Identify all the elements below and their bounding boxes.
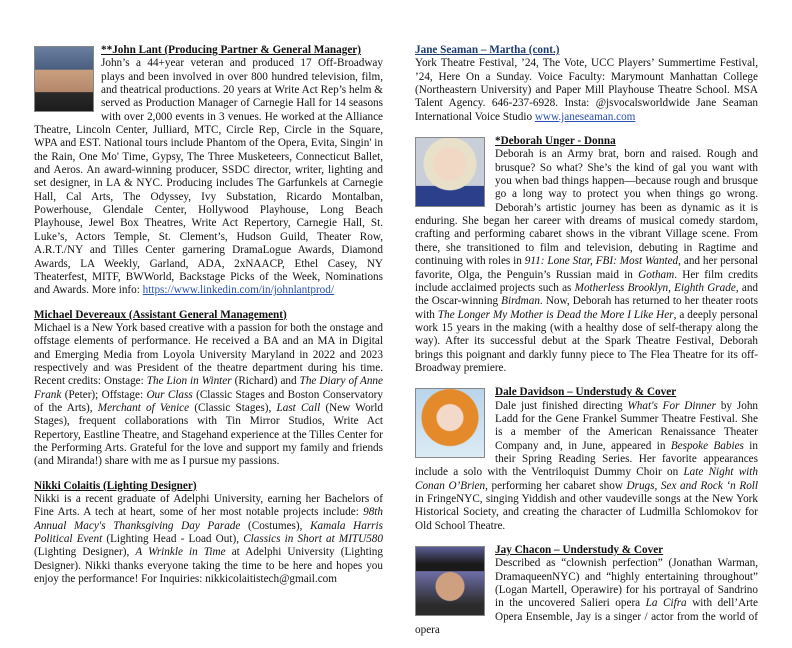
bio-jay-chacon — [415, 544, 758, 637]
bio-text: (Classic Stages and Boston Conservatory of the Arts), — [34, 388, 383, 414]
headshot-jay-chacon — [415, 546, 485, 616]
bio-name: Jane Seaman – Martha (cont.) — [415, 44, 560, 56]
bio-text: (Peter); Offstage: — [61, 388, 147, 401]
bio-text: , and her personal favorite, Olga, the Penguin’s Russian maid in — [415, 255, 758, 281]
credit-title: 911: Lone Star, FBI: Most Wanted — [524, 255, 679, 268]
headshot-deborah-unger — [415, 137, 485, 207]
left-column — [34, 44, 383, 597]
bio-text: in FringeNYC, singing Yiddish and other vaudeville songs at the New York Historical Society, and creating the character of Ludmilla Schlomokov for Old School Theatre. — [415, 493, 758, 532]
credit-title: Our Class — [146, 388, 193, 401]
credit-title: What's For Dinner — [627, 399, 716, 412]
credit-title: The Diary of Anne Frank — [34, 375, 383, 401]
bio-text: Dale just finished directing — [495, 399, 628, 412]
bio-text: Described as “clownish perfection” (Jonathan Warman, DramaqueenNYC) and “highly entertaining throughout” (Logan Martell, Operawire) for his portrayal of Sandrino in the uncovered Salieri opera — [495, 557, 758, 610]
bio-text: Deborah is an Army brat, born and raised. Rough and brusque? So what? She’s the kind of gal you want with you when bad things happen—because rough and brusque go a long way to protect you when things go wrong. Deborah’s artistic journey has been as dynamic as it is enduring. She began her career with dreams of musical comedy stardom, crafting and performing cabaret shows in the vibrant Village scene. From there, she transitioned to film and television, debuting in Ragtime and continuing with roles in — [415, 148, 758, 268]
bio-text: Nikki is a recent graduate of Adelphi University, earning her Bachelors of Fine Arts. A tech at heart, some of her most notable projects include: — [34, 493, 383, 519]
bio-name: **John Lant (Producing Partner & General Manager) — [101, 44, 361, 56]
bio-text: by John Ladd for the Gene Frankel Summer Theatre Festival. She is a member of the American Renaissance Theater Company and, in June, appeared in — [495, 399, 759, 452]
bio-text: (Classic Stages), — [189, 401, 277, 414]
bio-text: (Richard) and — [231, 375, 300, 388]
bio-name: Michael Devereaux (Assistant General Management) — [34, 308, 287, 321]
headshot-john-lant — [34, 46, 94, 112]
bio-text: John’s a 44+year veteran and produced 17 Off-Broadway plays and been involved in over 800 hundred television, film, and theatrical productions. 20 years at Write Act Rep’s helm & served as Production Manager of Carnegie Hall for 14 seasons with over 2,000 events in 3 venues. He worked at the Alliance Theatre, Lincoln Center, Julliard, MTC, Circle Rep, Circle in the Square, WPA and EST. National tours include Phantom of the Opera, Evita, Singin' in the Rain, One Mo' Time, Gypsy, The Three Musketeers, Connecticut Ballet, and Aeros. An award-winning producer, SSDC director, writer, lighting and set designer, in LA & NYC. Producing includes The Garfunkels at Carnegie Hall, Cal Arts, The Odyssey, Ivy Substation, Ricardo Montalban, Powerhouse, Glendale Center, Hollywood Playhouse, Long Beach Playhouse, Jewel Box Theatres, Write Act Repertory, Carnegie Hall, St. Luke’s, Actors Temple, St. Clement’s, Hudson Guild, Theater Row, A.R.T./NY and Tilles Center garnering DramaLogue Awards, Diamond Awards, LA Weekly, Garland, ADA, 2xNAACP, Ethel Casey, NY Theaterfest, MITF, BWWorld, Backstage Picks of the Week, Nominations and Awards. More info: — [34, 57, 383, 297]
bio-text: York Theatre Festival, ’24, The Vote, UCC Players’ Summertime Festival, ’24, Here On a Sunday. Voice Faculty: Marymount Manhattan College (Northeastern University) and Paper Mill Playhouse Theatre School. MSA Talent Agency. 646-237-6928. Insta: @jsvocalsworldwide Jane Seaman International Voice Studio — [415, 57, 758, 123]
credit-title: A Wrinkle in Time — [135, 546, 226, 559]
right-column — [415, 44, 758, 648]
bio-text: (New World Stages), frequent collaborations with Tin Mirror Studios, Write Act Repertory, Eastline Theatre, and Stagehand experience at the Tilles Center for the Performing Arts. Grateful for the love and support my family and friends (and Miranda!) share with me as I pursue my passions. — [34, 401, 383, 468]
bio-text: . Now, Deborah has returned to her theater roots with — [415, 295, 758, 321]
bio-text: Michael is a New York based creative with a passion for both the onstage and offstage elements of performance. He received a BA and an MA in Digital and Emerging Media from Loyola University Maryland in 2022 and 2023 respectively and was President of the theatre department during his time. Recent credits: Onstage: — [34, 321, 383, 388]
credit-title: Gotham — [638, 268, 675, 281]
website-link[interactable]: www.janeseaman.com — [534, 110, 636, 123]
bio-text: , performing her cabaret show — [485, 479, 627, 492]
bio-text: , a deeply personal work 15 years in the making (with a healthy dose of self-therapy along the way). After its successful debut at the Spark Theatre Festival, Deborah brings this poignant and darkly funny piece to The Flea Theatre for its off-Broadway premiere. — [415, 308, 759, 374]
bio-john-lant — [34, 44, 383, 298]
linkedin-link[interactable]: https://www.linkedin.com/in/johnlantprod/ — [142, 284, 334, 297]
bio-text: (Lighting Head - Load Out), — [102, 533, 244, 546]
bio-michael-devereaux — [34, 309, 383, 469]
credit-title: Merchant of Venice — [97, 401, 190, 414]
bio-nikki-colaitis — [34, 480, 383, 587]
credit-title: Last Call — [276, 401, 321, 414]
credit-title: La Cifra — [645, 597, 687, 610]
bio-dale-davidson — [415, 386, 758, 533]
bio-name: Jay Chacon – Understudy & Cover — [495, 544, 664, 557]
bio-text: (Lighting Designer), — [34, 546, 136, 559]
credit-title: Drugs, Sex and Rock ‘n Roll — [626, 479, 759, 492]
bio-name: Dale Davidson – Understudy & Cover — [495, 386, 677, 399]
bio-text: at Adelphi University (Lighting Designer). Nikki thanks everyone taking the time to be here and hopes you enjoy the performance! For Inquiries: nikkicolaitistech@gmail.com — [34, 546, 383, 586]
bio-text: . Her film credits include acclaimed projects such as — [415, 268, 758, 294]
bio-text: with dell’Arte Opera Ensemble, Jay is a singer / actor from the world of opera — [415, 597, 758, 637]
credit-title: Late Night with Conan O’Brien — [415, 466, 758, 492]
credit-title: Birdman — [501, 295, 540, 308]
bio-text: , and the Oscar-winning — [415, 281, 759, 308]
credit-title: Classics in Short at MITU580 — [243, 533, 383, 546]
credit-title: Bespoke Babies — [670, 439, 744, 452]
bio-name: *Deborah Unger - Donna — [495, 135, 616, 148]
bio-text: in their Spring Reading Series. Her favorite appearances include a solo with the Ventriloquist Dummy Choir on — [415, 439, 759, 479]
credit-title: The Lion in Winter — [146, 375, 232, 388]
bio-name: Nikki Colaitis (Lighting Designer) — [34, 479, 197, 492]
credit-title: The Longer My Mother is Dead the More I Like Her — [437, 308, 674, 321]
bio-text: (Costumes), — [240, 519, 311, 532]
bio-jane-seaman — [415, 44, 758, 124]
credit-title: 98th Annual Macy's Thanksgiving Day Parade — [34, 506, 383, 532]
credit-title: Kamala Harris Political Event — [34, 519, 383, 546]
bio-deborah-unger — [415, 135, 758, 375]
credit-title: Motherless Brooklyn, Eighth Grade — [574, 281, 736, 294]
headshot-dale-davidson — [415, 388, 485, 458]
